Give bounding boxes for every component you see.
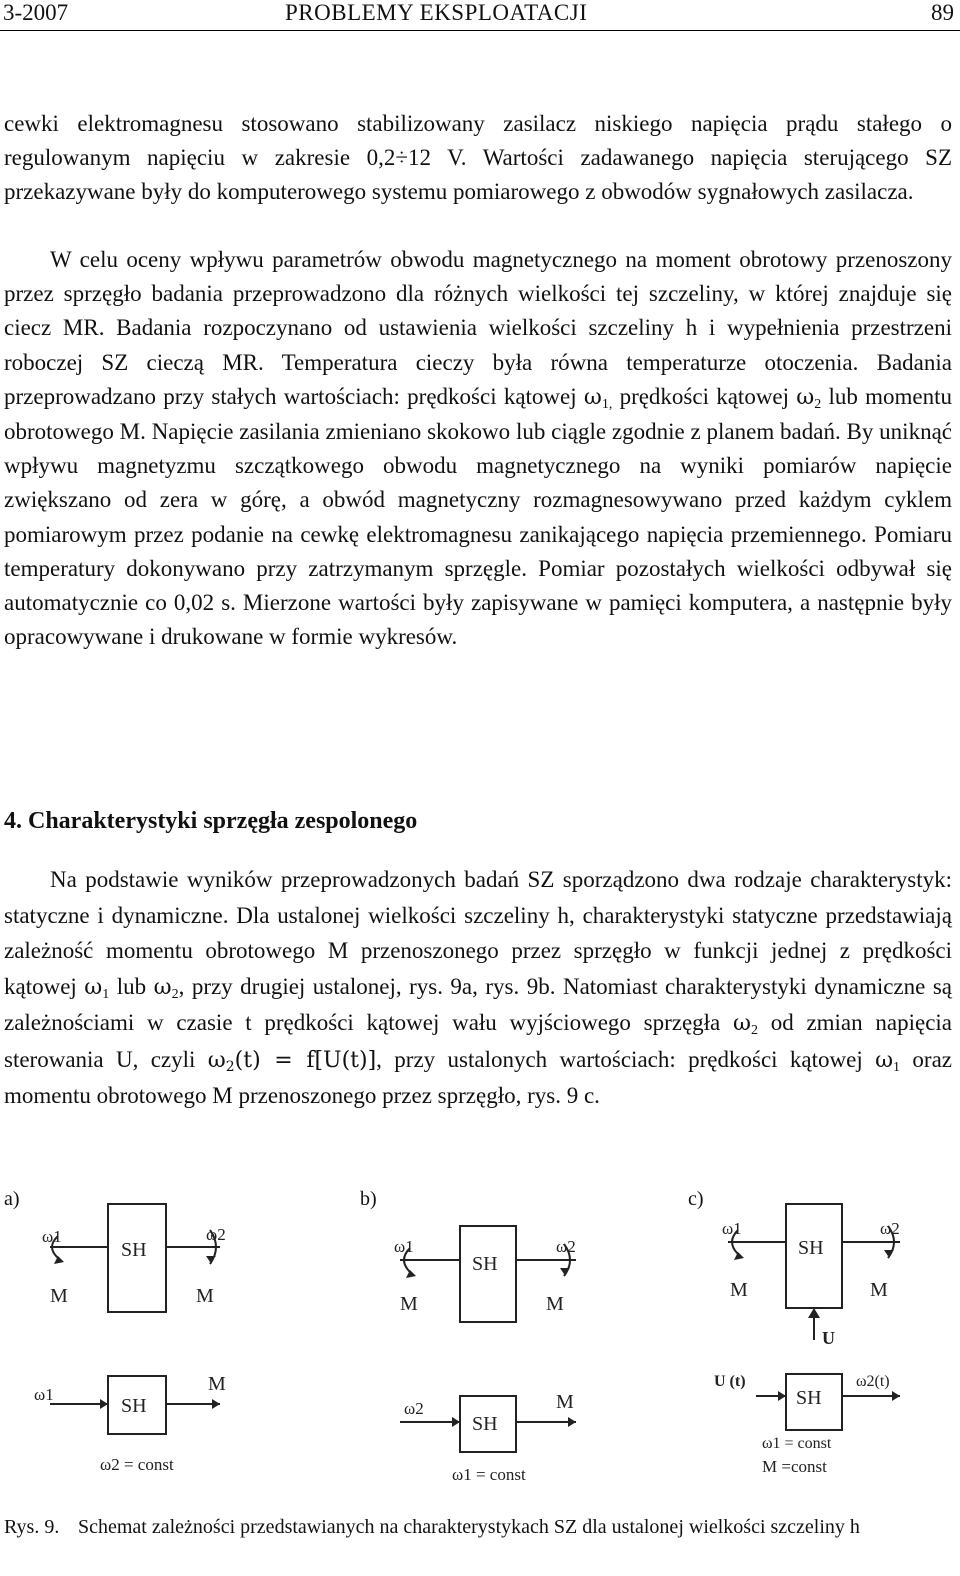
arrow-head-icon (100, 1399, 108, 1409)
paragraph-3-text-1: Na podstawie wyników przeprowadzonych badań SZ sporządzono dwa rodzaje charakterystyk: statyczne i dynamiczne. Dla ustalonej wielkości szczeliny h, charakterystyki statyczne przedstawiają zależność momentu obrotowego M przenoszonego przez sprzęgło w funkcji jednej z prędkości kątowej (4, 867, 952, 999)
block-label-c-bottom: SH (796, 1387, 822, 1409)
omega1-const-label: ω1 = const (452, 1465, 526, 1484)
moment-label-a-bottom: M (208, 1373, 226, 1395)
page-number: 89 (931, 0, 954, 25)
paragraph-2-text-2: prędkości kątowej (612, 383, 797, 409)
arrow-head-icon (212, 1399, 220, 1409)
figure-c (710, 1190, 940, 1490)
arrow-head-icon (406, 1270, 416, 1278)
omega1-label-a-bottom: ω1 (34, 1385, 54, 1404)
moment-input-label-b: M (400, 1293, 418, 1315)
control-input-label-c: U (t) (714, 1373, 746, 1390)
subscript: 2 (814, 396, 822, 412)
arrow-head-icon (734, 1252, 744, 1260)
moment-output-label-a: M (196, 1285, 214, 1307)
omega-symbol: ω (153, 974, 172, 1000)
journal-title: PROBLEMY EKSPLOATACJI (285, 0, 588, 25)
block-label-a-bottom: SH (121, 1395, 147, 1417)
subscript: 2 (750, 1023, 758, 1038)
block-label-c: SH (798, 1237, 824, 1259)
omega2-label-b: ω2 (556, 1237, 576, 1256)
figure-b (380, 1190, 620, 1490)
moment-output-label-b: M (546, 1293, 564, 1315)
subscript: 1, (601, 396, 613, 412)
caption-number: Rys. 9. (4, 1516, 60, 1538)
page-header (0, 0, 960, 31)
block-label-b: SH (472, 1253, 498, 1275)
omega2-label-b-bottom: ω2 (404, 1399, 424, 1418)
block-label-a: SH (121, 1239, 147, 1261)
arrow-head-icon (452, 1417, 460, 1427)
figure-a-diagram (20, 1190, 280, 1490)
paragraph-2 (4, 243, 952, 654)
subscript: 2 (171, 986, 179, 1002)
omega2-label-c: ω2 (880, 1219, 900, 1238)
figure-label-c: c) (688, 1188, 704, 1210)
figure-b-diagram (380, 1190, 620, 1490)
omega2-const-label: ω2 = const (100, 1455, 174, 1474)
omega1-label-c: ω1 (722, 1219, 742, 1238)
figure-c-diagram (710, 1190, 940, 1490)
paragraph-3-text-5: , przy ustalonych wartościach: prędkości kątowej (376, 1046, 876, 1072)
arrow-head-icon (568, 1417, 576, 1427)
moment-input-label-a: M (50, 1285, 68, 1307)
omega-symbol: ω (583, 384, 602, 410)
omega1-const-label-c: ω1 = const (762, 1435, 832, 1452)
figure-caption (4, 1514, 952, 1540)
arrow-head-icon (54, 1256, 64, 1264)
omega-symbol: ω (875, 1047, 894, 1073)
figure-label-b: b) (360, 1188, 377, 1210)
paragraph-3-text-2: lub (109, 973, 154, 999)
formula-omega: ω (207, 1047, 226, 1073)
arrow-head-icon (892, 1391, 900, 1401)
moment-input-label-c: M (730, 1279, 748, 1301)
paragraph-2-text-1: W celu oceny wpływu parametrów obwodu magnetycznego na moment obrotowy przenoszony przez sprzęgło badania przeprowadzono dla różnych wielkości tej szczeliny, w której znajduje się ciecz MR. Badania rozpoczynano od ustawienia wielkości szczeliny h i wypełnienia przestrzeni roboczej SZ cieczą MR. Temperatura cieczy była równa temperaturze otoczenia. Badania przeprowadzano przy stałych wartościach: prędkości kątowej (4, 247, 952, 409)
subscript: 1 (893, 1059, 901, 1075)
moment-label-b-bottom: M (556, 1391, 574, 1413)
block-label-b-bottom: SH (472, 1413, 498, 1435)
caption-text: Schemat zależności przedstawianych na charakterystykach SZ dla ustalonej wielkości szczeliny h (78, 1516, 860, 1538)
omega-symbol: ω (733, 1011, 751, 1036)
formula-subscript: 2 (225, 1058, 235, 1075)
subscript: 1 (102, 986, 110, 1002)
moment-const-label-c: M =const (762, 1457, 827, 1476)
arrow-head-icon (808, 1308, 820, 1318)
figure-a (20, 1190, 280, 1490)
omega2-label-a: ω2 (206, 1225, 226, 1244)
formula-body: (t) = f[U(t)] (234, 1047, 377, 1073)
paragraph-3 (4, 862, 952, 1114)
omega1-label-a: ω1 (42, 1227, 62, 1246)
moment-output-label-c: M (870, 1279, 888, 1301)
figure-label-a: a) (4, 1188, 20, 1210)
control-label-c: U (822, 1328, 835, 1348)
omega-symbol: ω (796, 384, 815, 410)
paragraph-3-text-3: , przy drugiej ustalonej, rys. 9a, rys. 9b. Natomiast charakterystyki dynamiczne są zależnościami w czasie t prędkości kątowej wału wyjściowego sprzęgła (4, 973, 952, 1035)
paragraph-1: cewki elektromagnesu stosowano stabilizowany zasilacz niskiego napięcia prądu stałego o regulowanym napięciu w zakresie 0,2÷12 V. Wartości zadawanego napięcia sterującego SZ przekazywane były do komputerowego systemu pomiarowego z obwodów sygnałowych zasilacza. (4, 111, 952, 205)
paragraph-3-text-6: oraz momentu obrotowego M przenoszonego przez sprzęgło, rys. 9 c. (4, 1046, 952, 1108)
paragraph-3-text-4: od zmian napięcia sterowania U, czyli (4, 1010, 952, 1072)
paragraph-2-text-3: lub momentu obrotowego M. Napięcie zasilania zmieniano skokowo lub ciągle zgodnie z planem badań. By uniknąć wpływu magnetyzmu szczątkowego obwodu magnetycznego na wyniki pomiarów napięcie zwiększano od zera w górę, a obwód magnetyczny rozmagnesowywano przed każdym cyklem pomiarowym przez podanie na cewkę elektromagnesu zanikającego napięcia przemiennego. Pomiaru temperatury dokonywano przy zatrzymanym sprzęgle. Pomiar pozostałych wielkości odbywał się automatycznie co 0,02 s. Mierzone wartości były zapisywane w pamięci komputera, a następnie były opracowywane i drukowane w formie wykresów. (4, 383, 952, 650)
section-title: 4. Charakterystyki sprzęgła zespolonego (4, 808, 418, 834)
omega2-t-label-c: ω2(t) (856, 1373, 890, 1390)
issue-number: 3-2007 (3, 0, 69, 25)
arrow-head-icon (778, 1391, 786, 1401)
omega1-label-b: ω1 (394, 1237, 414, 1256)
omega-symbol: ω (84, 974, 103, 1000)
formula (208, 1048, 376, 1073)
